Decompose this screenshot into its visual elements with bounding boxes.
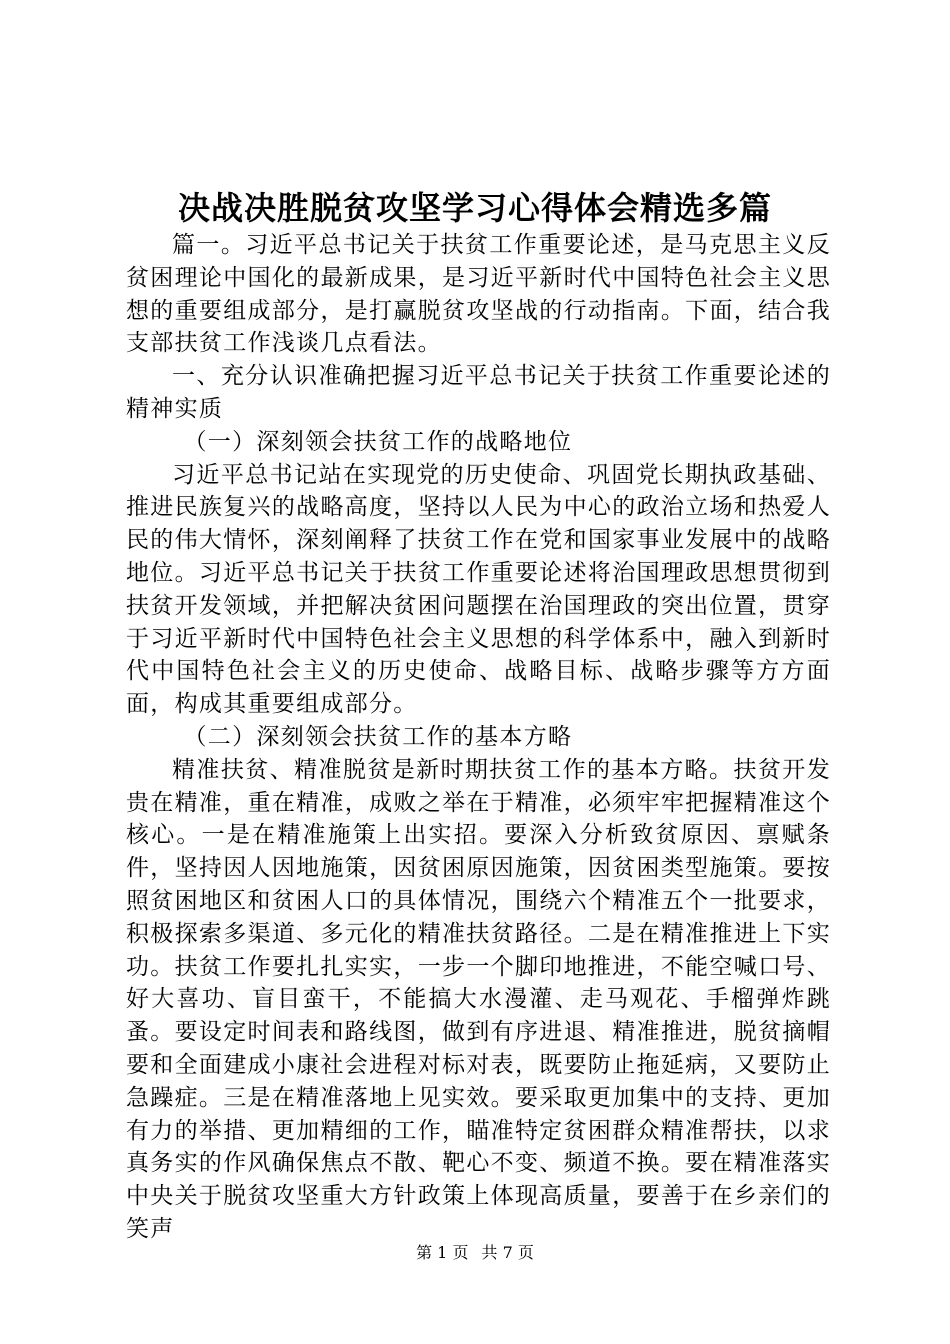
subsection-heading-2: （二）深刻领会扶贫工作的基本方略 — [183, 723, 573, 750]
paragraph-strategic-position: 习近平总书记站在实现党的历史使命、巩固党长期执政基础、推进民族复兴的战略高度，坚持以人民为中心的政治立场和热爱人民的伟大情怀，深刻阐释了扶贫工作在党和国家事业发展中的战略地位。习近平总书记关于扶贫工作重要论述将治国理政思想贯彻到扶贫开发领域，并把解决贫困问题摆在治国理政的突出位置，贯穿于习近平新时代中国特色社会主义思想的科学体系中，融入到新时代中国特色社会主义的历史使命、战略目标、战略步骤等方方面面，构成其重要组成部分。 — [126, 461, 831, 718]
paragraph-intro: 篇一。习近平总书记关于扶贫工作重要论述，是马克思主义反贫困理论中国化的最新成果，是习近平新时代中国特色社会主义思想的重要组成部分，是打赢脱贫攻坚战的行动指南。下面，结合我支部扶贫工作浅谈几点看法。 — [126, 232, 831, 357]
paragraph-basic-strategy: 精准扶贫、精准脱贫是新时期扶贫工作的基本方略。扶贫开发贵在精准，重在精准，成败之举在于精准，必须牢牢把握精准这个核心。一是在精准施策上出实招。要深入分析致贫原因、禀赋条件，坚持因人因地施策，因贫困原因施策，因贫困类型施策。要按照贫困地区和贫困人口的具体情况，围绕六个精准五个一批要求，积极探索多渠道、多元化的精准扶贫路径。二是在精准推进上下实功。扶贫工作要扎扎实实，一步一个脚印地推进，不能空喊口号、好大喜功、盲目蛮干，不能搞大水漫灌、走马观花、手榴弹炸跳蚤。要设定时间表和路线图，做到有序进退、精准推进，脱贫摘帽要和全面建成小康社会进程对标对表，既要防止拖延病，又要防止急躁症。三是在精准落地上见实效。要采取更加集中的支持、更加有力的举措、更加精细的工作，瞄准特定贫困群众精准帮扶，以求真务实的作风确保焦点不散、靶心不变、频道不换。要在精准落实中央关于脱贫攻坚重大方针政策上体现高质量，要善于在乡亲们的笑声 — [126, 756, 831, 1242]
subsection-heading-1: （一）深刻领会扶贫工作的战略地位 — [183, 428, 573, 455]
page-total: 共 7 页 — [481, 1243, 534, 1262]
section-heading-1: 一、充分认识准确把握习近平总书记关于扶贫工作重要论述的精神实质 — [126, 363, 831, 422]
document-title: 决战决胜脱贫攻坚学习心得体会精选多篇 — [177, 189, 772, 227]
document-body — [126, 229, 831, 1246]
page-footer — [0, 1241, 950, 1265]
page-number: 第 1 页 — [416, 1243, 469, 1262]
